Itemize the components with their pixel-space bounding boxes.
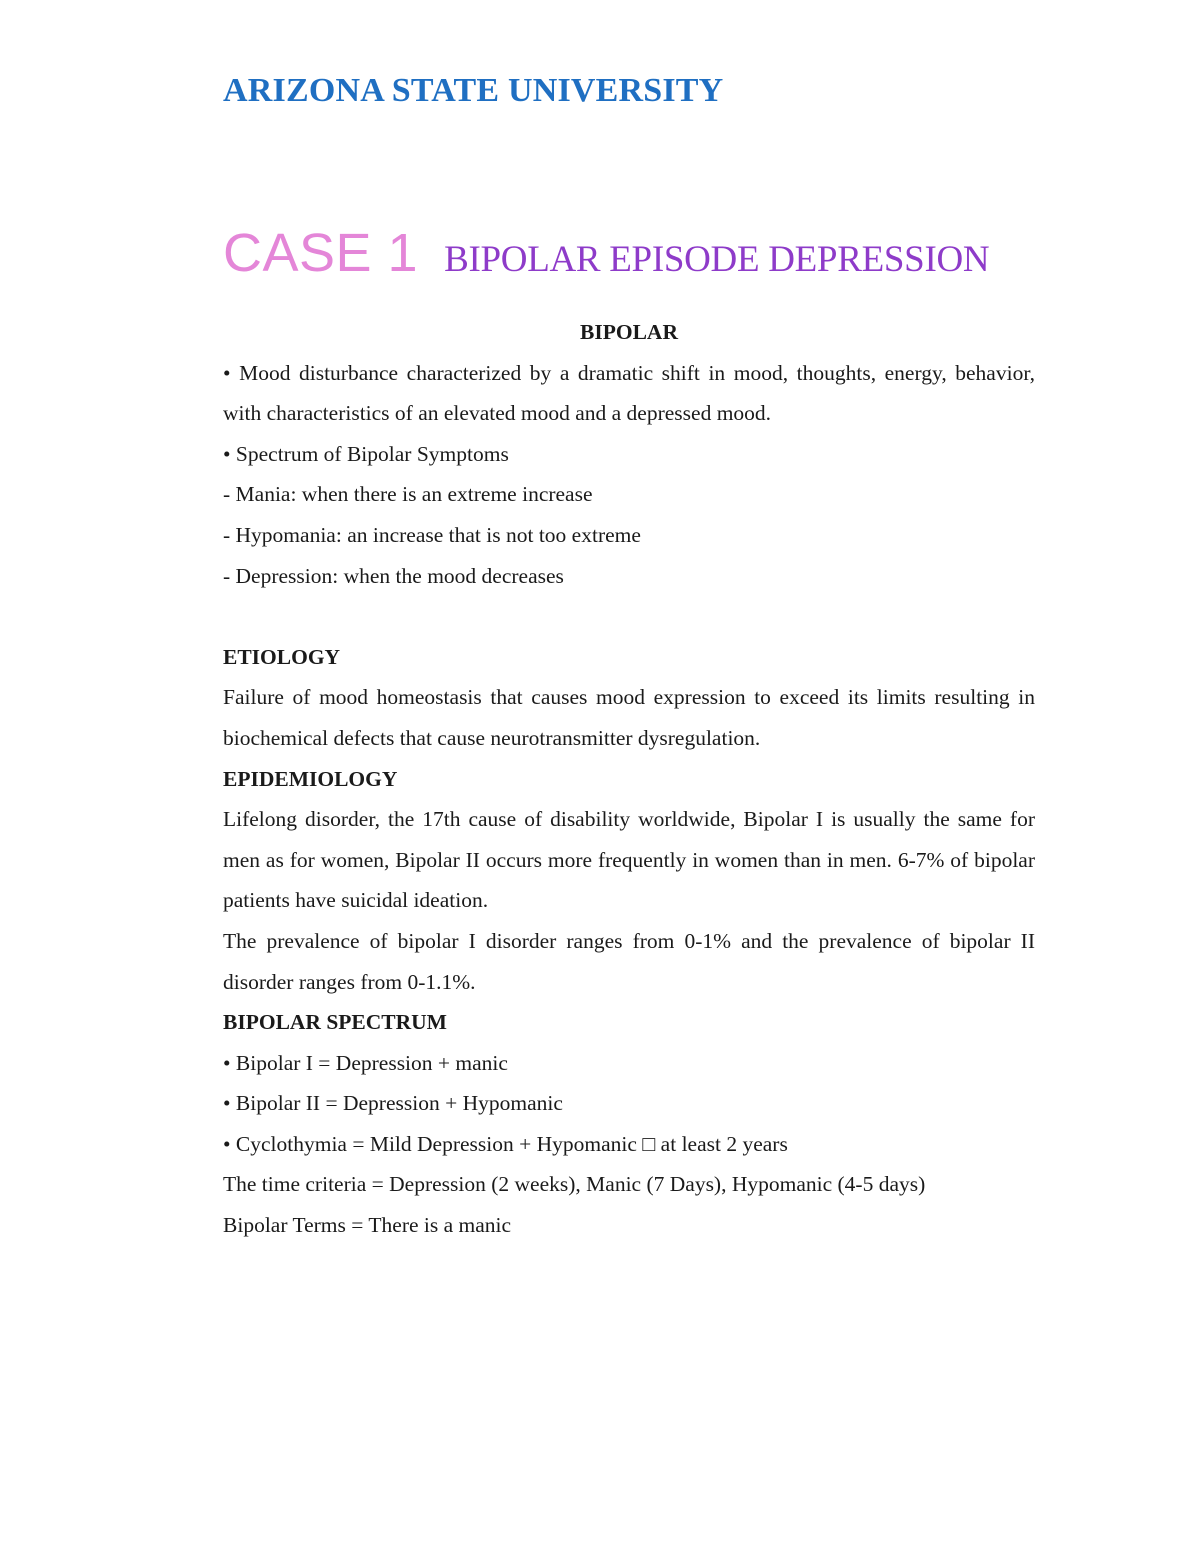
mania-item: - Mania: when there is an extreme increase: [223, 482, 593, 507]
epidemiology-text-1: Lifelong disorder, the 17th cause of disability worldwide, Bipolar I is usually the same for men as for women, Bipolar II occurs more frequently in women than in men. 6-7% of bipolar patients have suicidal ideation.: [223, 807, 1035, 913]
case-number: CASE 1: [223, 223, 419, 283]
bipolar-terms-text: Bipolar Terms = There is a manic: [223, 1213, 512, 1238]
document-body: [223, 312, 1035, 1246]
spectrum-item-bipolar-2: • Bipolar II = Depression + Hypomanic: [223, 1091, 563, 1116]
time-criteria-text: The time criteria = Depression (2 weeks), Manic (7 Days), Hypomanic (4-5 days): [223, 1172, 926, 1197]
bipolar-spectrum-intro: • Spectrum of Bipolar Symptoms: [223, 441, 509, 466]
bipolar-heading: BIPOLAR: [580, 320, 678, 344]
epidemiology-heading: EPIDEMIOLOGY: [223, 766, 398, 791]
etiology-text: Failure of mood homeostasis that causes mood expression to exceed its limits resulting in biochemical defects that cause neurotransmitter dysregulation.: [223, 685, 1035, 750]
case-name: BIPOLAR EPISODE DEPRESSION: [444, 239, 990, 280]
bipolar-definition: • Mood disturbance characterized by a dramatic shift in mood, thoughts, energy, behavior, with characteristics of an elevated mood and a depressed mood.: [223, 360, 1035, 426]
spectrum-item-cyclothymia: • Cyclothymia = Mild Depression + Hypomanic □ at least 2 years: [223, 1131, 788, 1156]
bipolar-spectrum-heading: BIPOLAR SPECTRUM: [223, 1010, 447, 1035]
section-gap: [223, 596, 1035, 637]
spectrum-item-bipolar-1: • Bipolar I = Depression + manic: [223, 1050, 508, 1075]
case-title: [223, 222, 989, 284]
university-name: ARIZONA STATE UNIVERSITY: [223, 72, 724, 109]
etiology-heading: ETIOLOGY: [223, 644, 341, 669]
epidemiology-text-2: The prevalence of bipolar I disorder ranges from 0-1% and the prevalence of bipolar II disorder ranges from 0-1.1%.: [223, 928, 1035, 994]
hypomania-item: - Hypomania: an increase that is not too extreme: [223, 522, 641, 547]
depression-item: - Depression: when the mood decreases: [223, 563, 564, 588]
